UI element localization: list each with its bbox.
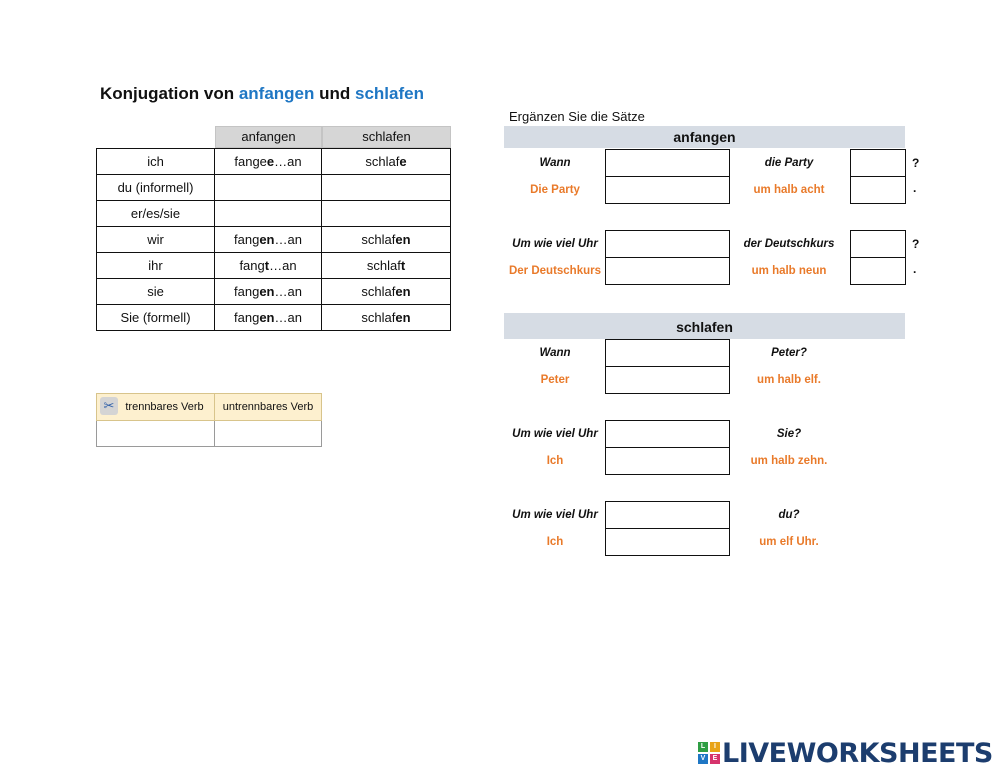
verb-ending: en (259, 310, 275, 325)
answer-middle: um halb zehn. (750, 455, 828, 467)
verb-stem: schlaf (365, 154, 400, 169)
conj-schlafen-cell (322, 253, 451, 279)
scissors-icon[interactable]: ✂ (100, 397, 118, 415)
verb-prefix: …an (274, 284, 302, 299)
question-middle: Sie? (776, 428, 802, 440)
logo-cubes-icon (698, 742, 720, 764)
verb-prefix: …an (274, 232, 302, 247)
answer-start: Die Party (530, 184, 580, 196)
period-mark: . (913, 181, 917, 195)
verb-stem: fang (239, 258, 265, 273)
separable-header (97, 394, 215, 421)
pronoun-cell: Sie (formell) (97, 305, 215, 331)
title-prefix: Konjugation von (100, 84, 239, 103)
verb-ending: t (264, 258, 270, 273)
answer-box-verb[interactable] (605, 176, 730, 204)
answer-box-verb[interactable] (605, 501, 730, 529)
conj-header-schlafen: schlafen (322, 126, 451, 148)
verb-stem: schlaf (366, 258, 401, 273)
answer-box-verb[interactable] (605, 366, 730, 394)
inseparable-header: untrennbares Verb (215, 394, 322, 421)
conjugation-table (96, 148, 451, 331)
answer-box-verb[interactable] (605, 447, 730, 475)
pronoun-cell: sie (97, 279, 215, 305)
answer-box-prefix[interactable] (850, 257, 906, 285)
conj-anfangen-cell (215, 149, 322, 175)
question-start: Um wie viel Uhr (512, 428, 598, 440)
answer-box-verb[interactable] (605, 528, 730, 556)
conj-anfangen-input-cell[interactable] (215, 201, 322, 227)
verb-stem: schlaf (361, 284, 396, 299)
title-verb-anfangen: anfangen (238, 84, 315, 103)
conj-schlafen-cell (322, 305, 451, 331)
answer-box-verb[interactable] (605, 149, 730, 177)
question-mark: ? (912, 237, 920, 251)
pronoun-cell: ich (97, 149, 215, 175)
conj-schlafen-input-cell[interactable] (322, 201, 451, 227)
logo-cube: V (698, 754, 708, 764)
question-middle: die Party (764, 157, 814, 169)
pronoun-cell: wir (97, 227, 215, 253)
verb-stem: schlaf (361, 232, 396, 247)
answer-start: Ich (546, 455, 564, 467)
answer-box-prefix[interactable] (850, 176, 906, 204)
answer-box-verb[interactable] (605, 420, 730, 448)
verb-stem: schlaf (361, 310, 396, 325)
conj-schlafen-cell (322, 149, 451, 175)
answer-box-prefix[interactable] (850, 149, 906, 177)
verb-prefix: …an (269, 258, 297, 273)
answer-box-prefix[interactable] (850, 230, 906, 258)
verb-ending: en (259, 284, 275, 299)
conj-row (97, 305, 451, 331)
verb-ending: en (395, 310, 411, 325)
verb-prefix: …an (274, 310, 302, 325)
question-mark: ? (912, 156, 920, 170)
conj-schlafen-cell (322, 279, 451, 305)
conj-row (97, 201, 451, 227)
answer-start: Ich (546, 536, 564, 548)
question-start: Um wie viel Uhr (512, 509, 598, 521)
conj-anfangen-cell (215, 253, 322, 279)
question-start: Wann (539, 347, 571, 359)
logo-cube: E (710, 754, 720, 764)
conj-anfangen-cell (215, 279, 322, 305)
question-start: Wann (539, 157, 571, 169)
liveworksheets-logo (698, 739, 993, 767)
verb-stem: fang (234, 284, 260, 299)
conj-schlafen-cell (322, 227, 451, 253)
answer-middle: um elf Uhr. (759, 536, 819, 548)
pronoun-cell: er/es/sie (97, 201, 215, 227)
worksheet-title (100, 84, 424, 104)
verb-ending: t (400, 258, 406, 273)
verb-ending: e (266, 154, 275, 169)
logo-text: LIVEWORKSHEETS (722, 737, 993, 769)
verb-prefix: …an (274, 154, 302, 169)
answer-box-verb[interactable] (605, 257, 730, 285)
conj-header-anfangen: anfangen (215, 126, 322, 148)
question-middle: der Deutschkurs (743, 238, 835, 250)
separable-verb-table (96, 393, 322, 447)
question-middle: du? (778, 509, 800, 521)
conj-row (97, 253, 451, 279)
question-middle: Peter? (771, 347, 807, 359)
pronoun-cell: du (informell) (97, 175, 215, 201)
exercise-instruction: Ergänzen Sie die Sätze (509, 109, 645, 124)
separable-header-label: trennbares Verb (125, 401, 204, 413)
answer-box-verb[interactable] (605, 230, 730, 258)
conj-row (97, 279, 451, 305)
pronoun-cell: ihr (97, 253, 215, 279)
verb-ending: e (399, 154, 407, 169)
title-joiner: und (314, 84, 355, 103)
verb-ending: en (259, 232, 275, 247)
question-start: Um wie viel Uhr (512, 238, 598, 250)
title-verb-schlafen: schlafen (355, 84, 424, 103)
section-anfangen-title: anfangen (504, 126, 905, 148)
answer-middle: um halb neun (751, 265, 827, 277)
verb-stem: fange (234, 154, 267, 169)
answer-start: Der Deutschkurs (508, 265, 602, 277)
logo-cube: I (710, 742, 720, 752)
conj-row (97, 149, 451, 175)
conj-row (97, 175, 451, 201)
verb-ending: en (395, 284, 411, 299)
separable-drop-cell[interactable] (97, 421, 215, 447)
inseparable-drop-cell[interactable] (215, 421, 322, 447)
verb-stem: fang (234, 310, 260, 325)
conj-anfangen-cell (215, 227, 322, 253)
period-mark: . (913, 262, 917, 276)
conj-anfangen-input-cell[interactable] (215, 175, 322, 201)
answer-middle: um halb acht (753, 184, 825, 196)
verb-stem: fang (234, 232, 260, 247)
answer-box-verb[interactable] (605, 339, 730, 367)
answer-start: Peter (540, 374, 570, 386)
answer-middle: um halb elf. (757, 374, 821, 386)
logo-cube: L (698, 742, 708, 752)
conj-row (97, 227, 451, 253)
section-schlafen-title: schlafen (504, 313, 905, 339)
conj-schlafen-input-cell[interactable] (322, 175, 451, 201)
conj-anfangen-cell (215, 305, 322, 331)
verb-ending: en (395, 232, 411, 247)
